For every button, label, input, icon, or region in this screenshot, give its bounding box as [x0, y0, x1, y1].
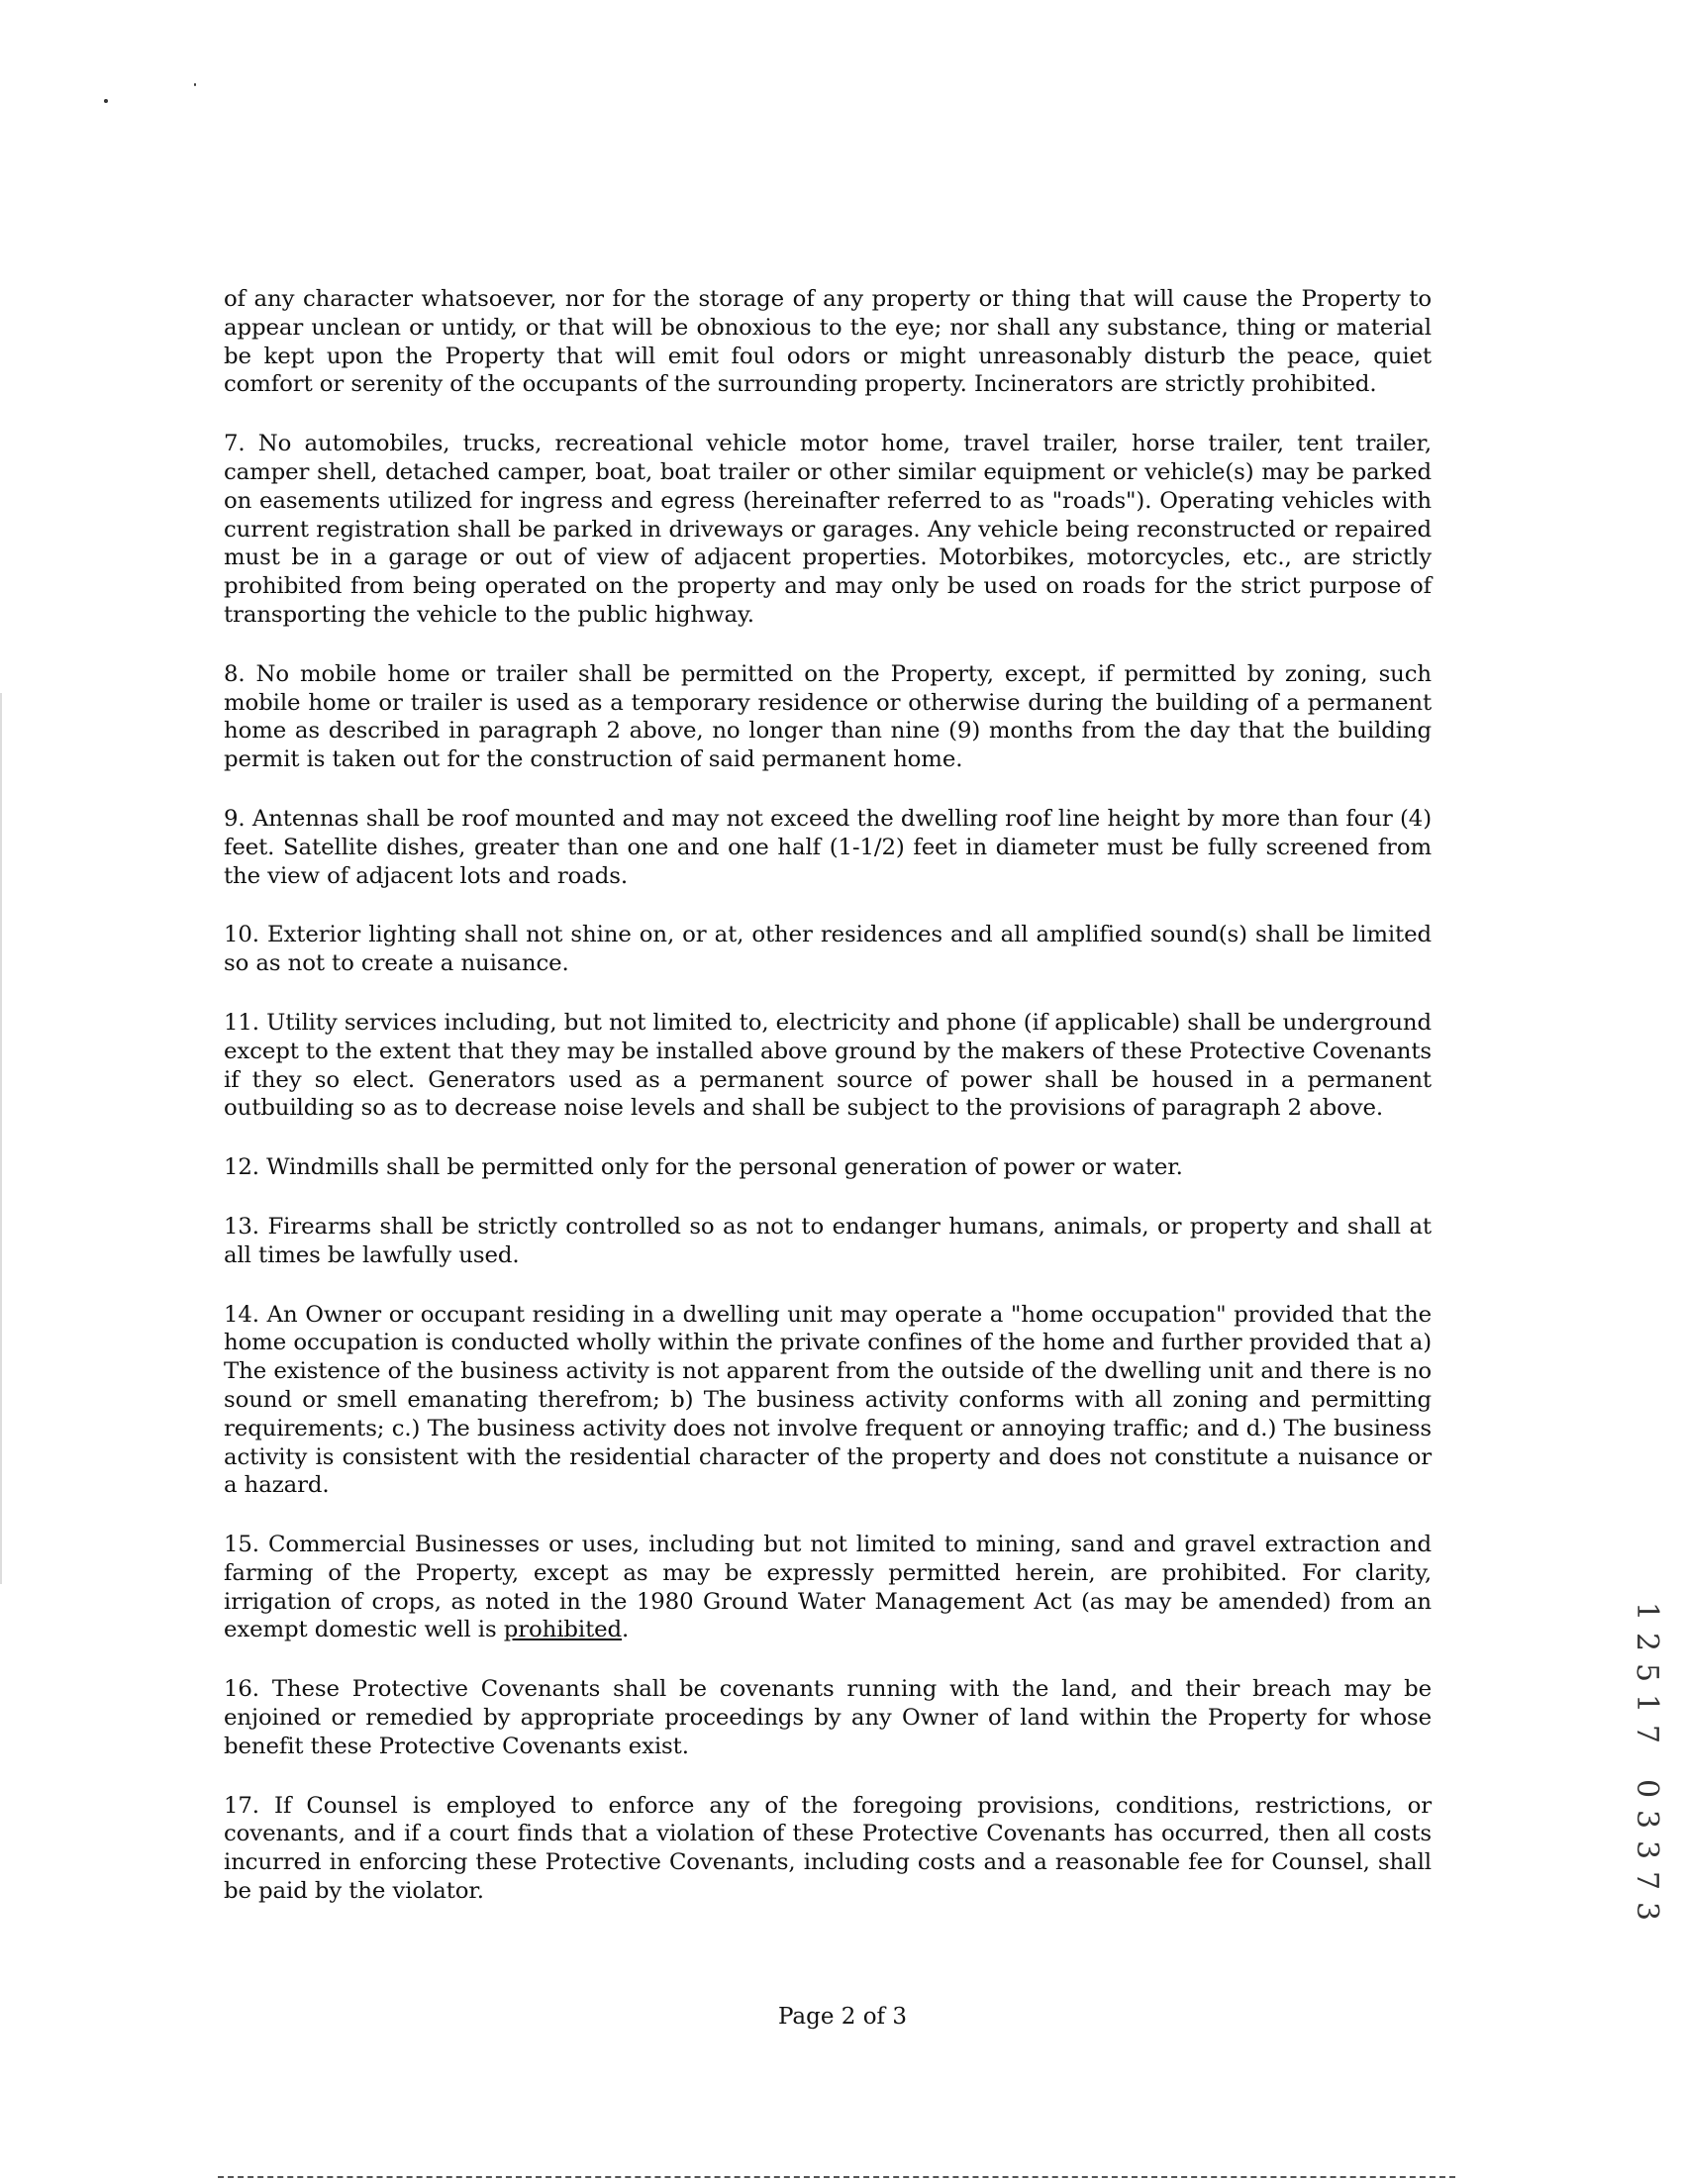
paragraph-7: 7. No automobiles, trucks, recreational vehicle motor home, travel trailer, horse trailer, tent trailer, camper shell, detached camper, boat, boat trailer or other similar equipment or vehicle(s) may be parked on easements utilized for ingress and egress (hereinafter referred to as "roads"). Operating vehicles with current registration shall be parked in driveways or garages. Any vehicle being reconstructed or repaired must be in a garage or out of view of adjacent properties. Motorbikes, motorcycles, etc., are strictly prohibited from being operated on the property and may only be used on roads for the strict purpose of transporting the vehicle to the public highway.: [224, 431, 1432, 628]
paragraph-continuation: of any character whatsoever, nor for the storage of any property or thing that will cause the Property to appear unclean or untidy, or that will be obnoxious to the eye; nor shall any substance, thing or material be kept upon the Property that will emit foul odors or might unreasonably disturb the peace, quiet comfort or serenity of the occupants of the surrounding property. Incinerators are strictly prohibited.: [224, 286, 1432, 398]
paragraph-15-underlined: prohibited: [503, 1617, 623, 1643]
stamp-digit: 2: [1630, 1632, 1665, 1652]
scan-edge-line: [0, 693, 2, 1584]
paragraph-14: 14. An Owner or occupant residing in a dwelling unit may operate a "home occupation" provided that the home occupation is conducted wholly within the private confines of the home and further provided that a) The existence of the business activity is not apparent from the outside of the dwelling unit and there is no sound or smell emanating therefrom; b) The business activity conforms with all zoning and permitting requirements; c.) The business activity does not involve frequent or annoying traffic; and d.) The business activity is consistent with the residential character of the property and does not constitute a nuisance or a hazard.: [224, 1301, 1432, 1499]
recording-stamp: [1628, 1596, 1667, 1927]
stamp-digit: 0: [1630, 1778, 1665, 1799]
document-body: [224, 285, 1432, 1936]
paragraph-17: 17. If Counsel is employed to enforce any of the foregoing provisions, conditions, restrictions, or covenants, and if a court finds that a violation of these Protective Covenants has occurred, then all costs incurred in enforcing these Protective Covenants, including costs and a reasonable fee for Counsel, shall be paid by the violator.: [224, 1792, 1432, 1905]
stamp-digit: 7: [1630, 1724, 1665, 1744]
stamp-digit: 3: [1630, 1839, 1665, 1860]
paragraph-8: 8. No mobile home or trailer shall be permitted on the Property, except, if permitted by zoning, such mobile home or trailer is used as a temporary residence or otherwise during the building of a permanent home as described in paragraph 2 above, no longer than nine (9) months from the day that the building permit is taken out for the construction of said permanent home.: [224, 660, 1432, 773]
stamp-digit: 3: [1630, 1809, 1665, 1830]
page-number: Page 2 of 3: [777, 2004, 908, 2030]
stamp-digit: 1: [1630, 1601, 1665, 1622]
scan-speck: [104, 99, 108, 103]
paragraph-9: 9. Antennas shall be roof mounted and may not exceed the dwelling roof line height by more than four (4) feet. Satellite dishes, greater than one and one half (1-1/2) feet in diameter must be fully screened from the view of adjacent lots and roads.: [224, 805, 1432, 889]
stamp-digit: 3: [1630, 1901, 1665, 1922]
paragraph-16: 16. These Protective Covenants shall be covenants running with the land, and their breach may be enjoined or remedied by appropriate proceedings by any Owner of land within the Property for whose benefit these Protective Covenants exist.: [224, 1676, 1432, 1759]
stamp-digit: 5: [1630, 1662, 1665, 1683]
stamp-digit: 7: [1630, 1870, 1665, 1891]
paragraph-15: [224, 1531, 1432, 1644]
paragraph-15-text: 15. Commercial Businesses or uses, including but not limited to mining, sand and gravel extraction and farming of the Property, except as may be expressly permitted herein, are prohibited. For clarity, irrigation of crops, as noted in the 1980 Ground Water Management Act (as may be amended) from an exempt domestic well is: [224, 1532, 1432, 1643]
stamp-digit: 1: [1630, 1693, 1665, 1714]
paragraph-11: 11. Utility services including, but not limited to, electricity and phone (if applicable) shall be underground except to the extent that they may be installed above ground by the makers of these Protective Covenants if they so elect. Generators used as a permanent source of power shall be housed in a permanent outbuilding so as to decrease noise levels and shall be subject to the provisions of paragraph 2 above.: [224, 1009, 1432, 1122]
paragraph-13: 13. Firearms shall be strictly controlled so as not to endanger humans, animals, or property and shall at all times be lawfully used.: [224, 1213, 1432, 1268]
paragraph-10: 10. Exterior lighting shall not shine on, or at, other residences and all amplified sound(s) shall be limited so as not to create a nuisance.: [224, 922, 1432, 977]
scan-bottom-edge: [218, 2176, 1455, 2178]
paragraph-12: 12. Windmills shall be permitted only for the personal generation of power or water.: [224, 1154, 1183, 1181]
paragraph-15-end: .: [622, 1617, 630, 1643]
scan-speck: [194, 83, 196, 86]
